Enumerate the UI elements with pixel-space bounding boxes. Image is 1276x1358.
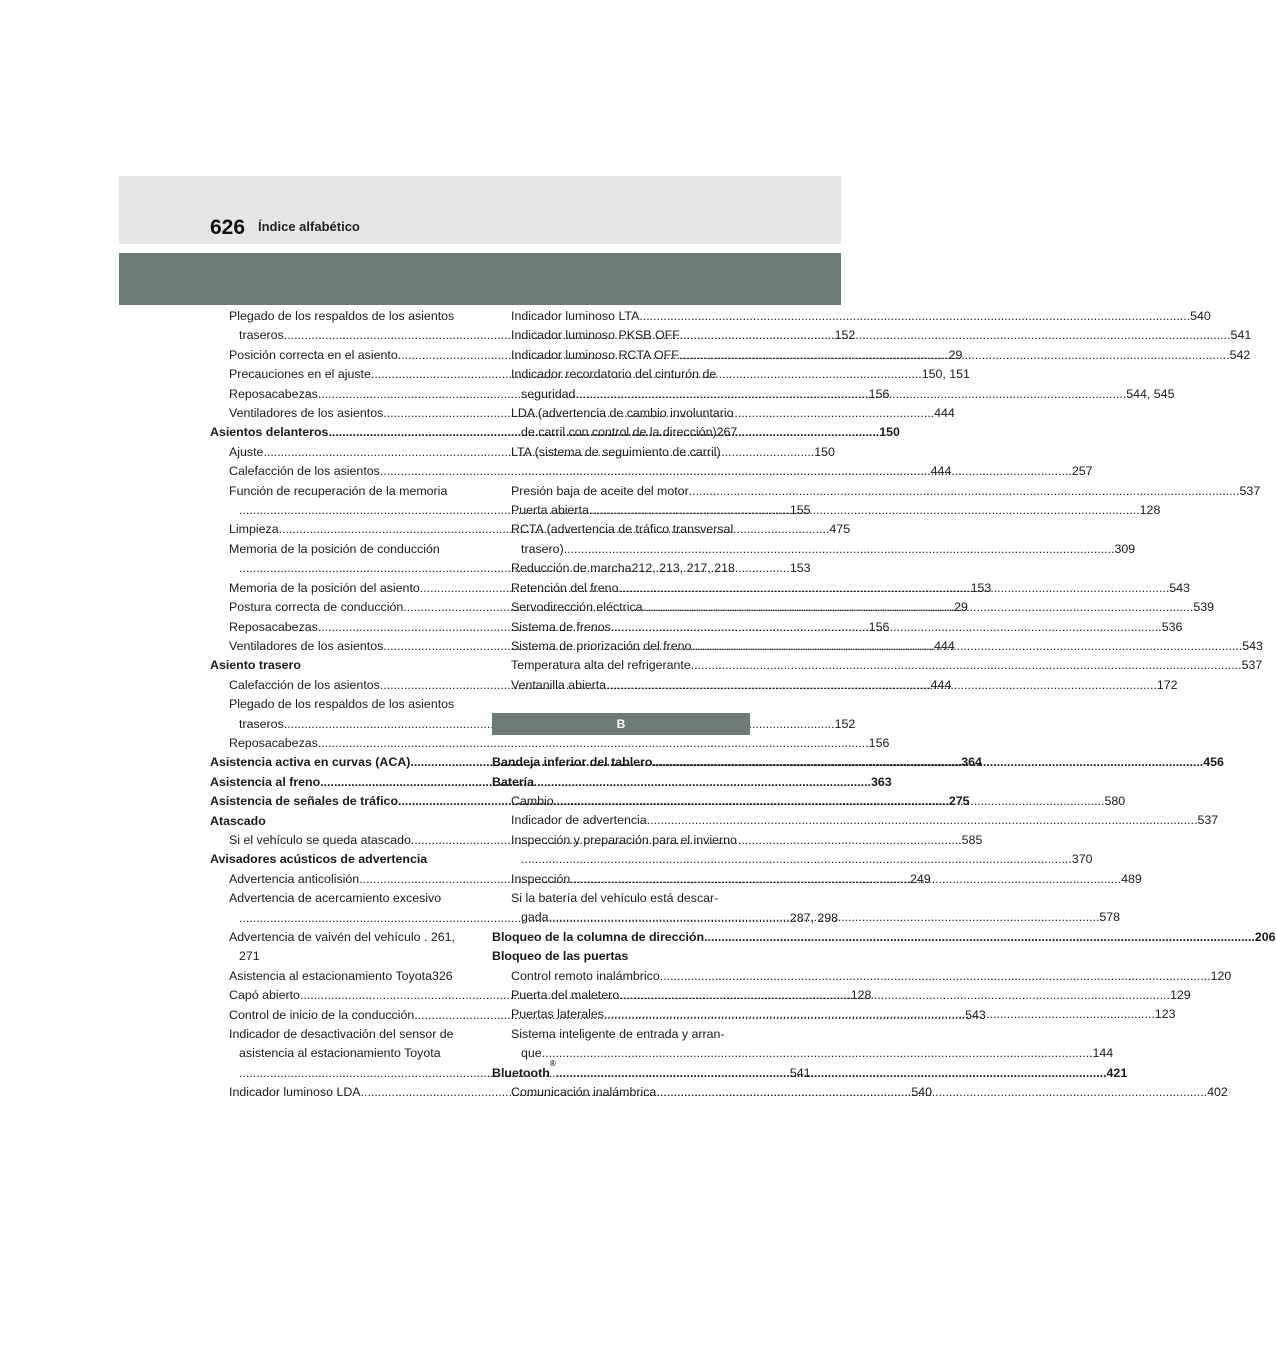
entry-text: Plegado de los respaldos de los asientos xyxy=(229,697,455,712)
entry-text: Temperatura alta del refrigerante xyxy=(511,658,691,673)
page-reference: 128 xyxy=(850,988,872,1003)
entry-text: Inspección xyxy=(511,871,571,886)
entry-text: Reposacabezas xyxy=(229,735,318,750)
index-entry xyxy=(210,656,463,675)
page-reference: 585 xyxy=(961,832,983,847)
entry-text: trasero) xyxy=(521,541,564,556)
leader-dots xyxy=(691,656,1242,675)
entry-text: Memoria de la posición del asiento xyxy=(229,580,420,595)
index-subentry xyxy=(492,1025,750,1044)
page-reference: 580 xyxy=(1104,793,1126,808)
entry-text: Si el vehículo se queda atascado xyxy=(229,832,411,847)
entry-text: Indicador luminoso LTA xyxy=(511,309,640,323)
entry-text: Indicador recordatorio del cinturón de xyxy=(511,367,717,382)
entry-text: Asistencia al estacionamiento Toyota326 xyxy=(229,968,453,983)
index-subentry xyxy=(492,520,750,539)
entry-text: Memoria de la posición de conducción xyxy=(229,541,440,556)
page-reference: 444 xyxy=(930,677,952,692)
index-entry xyxy=(492,947,750,966)
entry-text: Advertencia anticolisión xyxy=(229,871,360,886)
entry-text: LTA (sistema de seguimiento de carril) xyxy=(511,444,721,459)
leader-dots xyxy=(652,753,1203,772)
page-reference: 150 xyxy=(814,444,835,459)
leader-dots xyxy=(556,1064,1107,1083)
index-entry-continuation xyxy=(492,1044,1114,1063)
entry-text: Postura correcta de conducción xyxy=(229,600,404,615)
leader-dots xyxy=(619,986,1170,1005)
index-entry xyxy=(492,928,1276,947)
page-reference: 544, 545 xyxy=(1126,386,1175,401)
entry-text: de carril con control de la dirección)267 xyxy=(521,425,738,440)
entry-text: Asistencia activa en curvas (ACA) xyxy=(210,755,411,770)
page-reference: 536 xyxy=(1161,619,1183,634)
registered-mark: ® xyxy=(549,1058,556,1068)
entry-text: Atascado xyxy=(210,813,266,828)
index-entry-continuation xyxy=(210,947,463,966)
index-subentry xyxy=(492,443,750,462)
index-subentry xyxy=(210,540,463,559)
entry-text: Avisadores acústicos de advertencia xyxy=(210,852,428,867)
index-entry xyxy=(492,773,750,792)
leader-dots xyxy=(521,462,1072,481)
page-reference: 402 xyxy=(1207,1085,1228,1100)
letter-heading-b: B xyxy=(492,713,750,735)
entry-text: Asistencia de señales de tráfico xyxy=(210,794,399,809)
entry-text: Posición correcta en el asiento xyxy=(229,347,398,362)
entry-text: Indicador luminoso LDA xyxy=(229,1085,361,1100)
index-subentry xyxy=(210,1025,463,1044)
page-reference: 287, 298 xyxy=(789,910,839,925)
page-reference: 543 xyxy=(965,1007,986,1022)
entry-text: Asientos delanteros xyxy=(210,425,329,440)
index-subentry xyxy=(492,482,1261,501)
index-subentry xyxy=(492,656,1263,675)
entry-text: Bluetooth xyxy=(492,1065,550,1080)
index-subentry xyxy=(210,928,463,947)
index-subentry xyxy=(492,889,750,908)
page-reference: 543 xyxy=(1242,638,1263,653)
page-reference: 541 xyxy=(789,1065,811,1080)
leader-dots xyxy=(656,1083,1207,1102)
entry-text: Advertencia de vaivén del vehículo . 261, xyxy=(229,930,455,944)
page-reference: 370 xyxy=(1071,852,1093,867)
entry-text: Comunicación inalámbrica xyxy=(511,1085,657,1100)
leader-dots xyxy=(647,811,1198,830)
index-subentry xyxy=(492,307,1211,326)
page-reference: 543 xyxy=(1169,580,1190,595)
entry-text: Capó abierto xyxy=(229,988,300,1003)
entry-text: Control de inicio de la conducción xyxy=(229,1007,415,1022)
entry-text: LDA (advertencia de cambio involuntario xyxy=(511,406,734,421)
entry-text: Función de recuperación de la memoria xyxy=(229,483,448,498)
page-reference: 444 xyxy=(934,406,955,421)
leader-dots xyxy=(639,307,1190,326)
entry-text: Ventiladores de los asientos xyxy=(229,638,384,653)
entry-text: Precauciones en el ajuste xyxy=(229,367,371,382)
page-reference: 153 xyxy=(970,580,992,595)
index-entry xyxy=(210,850,463,869)
page-number: 626 xyxy=(210,216,246,239)
page-reference: 150 xyxy=(879,425,900,440)
entry-text: Plegado de los respaldos de los asientos xyxy=(229,309,455,323)
leader-dots xyxy=(549,908,1100,927)
entry-text: Si la batería del vehículo está descar- xyxy=(511,890,719,905)
index-entry-continuation xyxy=(210,1044,463,1063)
entry-text: Bloqueo de la columna de dirección xyxy=(492,929,705,944)
leader-dots xyxy=(611,618,1162,637)
index-subentry xyxy=(492,811,1219,830)
entry-text: asistencia al estacionamiento Toyota xyxy=(239,1046,441,1061)
entry-text: Calefacción de los asientos xyxy=(229,464,380,479)
leader-dots xyxy=(679,346,1230,365)
leader-dots xyxy=(691,637,1242,656)
leader-dots xyxy=(589,501,1140,520)
index-entry-continuation xyxy=(492,850,1093,869)
entry-text: Indicador de advertencia xyxy=(511,813,647,828)
leader-dots xyxy=(521,850,1072,869)
page-reference: 542 xyxy=(1229,347,1251,362)
entry-text: Puerta del maletero xyxy=(511,988,620,1002)
entry-text: Calefacción de los asientos xyxy=(229,677,380,692)
section-title: Índice alfabético xyxy=(258,219,360,234)
page-reference: 129 xyxy=(1169,988,1191,1002)
entry-text: Asiento trasero xyxy=(210,658,301,673)
leader-dots xyxy=(689,482,1240,501)
entry-text: Ventiladores de los asientos xyxy=(229,406,384,421)
entry-text: Reposacabezas xyxy=(229,619,318,634)
entry-text: traseros xyxy=(239,328,284,343)
leader-dots xyxy=(618,579,1169,598)
leader-dots xyxy=(542,1044,1093,1063)
page-reference: 475 xyxy=(829,522,851,537)
leader-dots xyxy=(680,326,1231,345)
page-reference: 150, 151 xyxy=(921,367,970,382)
entry-text: Bandeja inferior del tablero xyxy=(492,755,653,770)
entry-text: Sistema de priorización del freno xyxy=(511,638,692,653)
page-reference: 541 xyxy=(1230,328,1252,343)
index-entry-continuation xyxy=(492,423,750,442)
entry-text: Reposacabezas xyxy=(229,386,318,401)
leader-dots xyxy=(570,870,1121,889)
entry-text: Batería xyxy=(492,774,535,789)
entry-text: seguridad xyxy=(521,386,576,401)
index-subentry xyxy=(492,404,750,423)
page-reference: 128 xyxy=(1139,503,1161,518)
entry-text: traseros xyxy=(239,716,284,731)
index-subentry xyxy=(210,695,463,714)
index-subentry xyxy=(210,967,463,986)
entry-text: Retención del freno xyxy=(511,580,619,595)
leader-dots xyxy=(575,385,1126,404)
entry-text: Indicador luminoso PKSB OFF xyxy=(511,328,680,343)
page-reference: 578 xyxy=(1099,910,1121,925)
page-reference: 309 xyxy=(1114,541,1136,556)
leader-dots xyxy=(604,1005,1155,1024)
page-reference: 539 xyxy=(1193,600,1215,615)
entry-text: Servodirección eléctrica xyxy=(511,600,643,615)
entry-text: Reducción de marcha212, 213, 217, 218 xyxy=(511,561,735,576)
entry-text: Sistema inteligente de entrada y arran- xyxy=(511,1026,725,1041)
index-subentry xyxy=(210,462,952,481)
leader-dots xyxy=(704,928,1255,947)
entry-text: que xyxy=(521,1046,542,1061)
page-reference: 540 xyxy=(1190,309,1211,323)
leader-dots xyxy=(643,598,1194,617)
page-reference: 29 xyxy=(954,600,968,615)
index-subentry xyxy=(210,734,890,753)
leader-dots xyxy=(564,540,1115,559)
entry-text: Bloqueo de las puertas xyxy=(492,949,629,964)
index-subentry xyxy=(210,307,463,326)
header-band xyxy=(119,253,841,305)
page-reference: 155 xyxy=(789,503,811,518)
index-subentry xyxy=(210,482,463,501)
page-reference: 152 xyxy=(834,716,856,731)
entry-text: Sistema de frenos xyxy=(511,619,611,634)
page-reference: 537 xyxy=(1197,813,1219,828)
page-reference: 123 xyxy=(1154,1007,1176,1022)
entry-text: gada xyxy=(521,910,549,925)
entry-text: Limpieza xyxy=(229,522,279,537)
page-reference: 421 xyxy=(1106,1065,1128,1080)
entry-text: Puertas laterales xyxy=(511,1007,604,1022)
page-reference: 206 xyxy=(1254,929,1276,944)
page-reference: 120 xyxy=(1210,968,1232,983)
entry-text: Ajuste xyxy=(229,444,264,459)
index-subentry xyxy=(492,559,750,578)
entry-text: Puerta abierta xyxy=(511,503,589,518)
entry-text: 271 xyxy=(239,949,260,964)
entry-text: Indicador de desactivación del sensor de xyxy=(229,1027,454,1042)
entry-text: Ventanilla abierta xyxy=(511,677,607,692)
page-reference: 537 xyxy=(1239,483,1261,498)
entry-text: Cambio xyxy=(511,793,554,808)
page-reference: 249 xyxy=(910,871,931,886)
page-reference: 537 xyxy=(1241,658,1263,673)
entry-text: Asistencia al freno xyxy=(210,774,321,789)
page-reference: 540 xyxy=(911,1085,933,1100)
page-reference: 456 xyxy=(1203,755,1224,770)
page-reference: 156 xyxy=(868,619,890,634)
leader-dots xyxy=(606,676,1157,695)
page-reference: 257 xyxy=(1071,464,1093,479)
entry-text: Control remoto inalámbrico xyxy=(511,968,660,983)
entry-text: Presión baja de aceite del motor xyxy=(511,483,689,498)
page-reference: 444 xyxy=(930,464,952,479)
leader-dots xyxy=(554,792,1105,811)
entry-text: Advertencia de acercamiento excesivo xyxy=(229,891,442,906)
page-reference: 153 xyxy=(789,561,811,576)
page-reference: 144 xyxy=(1092,1046,1114,1061)
index-subentry xyxy=(492,831,750,850)
index-entry xyxy=(210,812,463,831)
entry-text: Inspección y preparación para el invierno xyxy=(511,832,737,847)
page-reference: 152 xyxy=(834,328,856,343)
entry-text: Indicador luminoso RCTA OFF xyxy=(511,347,679,362)
leader-dots xyxy=(660,967,1211,986)
page-reference: 444 xyxy=(934,638,955,653)
index-subentry xyxy=(210,889,463,908)
page-reference: 275 xyxy=(948,794,970,809)
page-reference: 489 xyxy=(1121,871,1142,886)
page-reference: 364 xyxy=(961,755,982,770)
entry-text: RCTA (advertencia de tráfico transversal xyxy=(511,522,734,537)
index-subentry xyxy=(492,967,1232,986)
page-reference: 156 xyxy=(868,735,890,750)
page-reference: 156 xyxy=(868,386,890,401)
index-subentry xyxy=(492,365,750,384)
page-reference: 363 xyxy=(871,774,892,789)
page-reference: 29 xyxy=(948,347,963,362)
index-entry-continuation xyxy=(210,715,856,734)
index-entry-continuation xyxy=(492,540,1136,559)
page-reference: 172 xyxy=(1156,677,1178,692)
